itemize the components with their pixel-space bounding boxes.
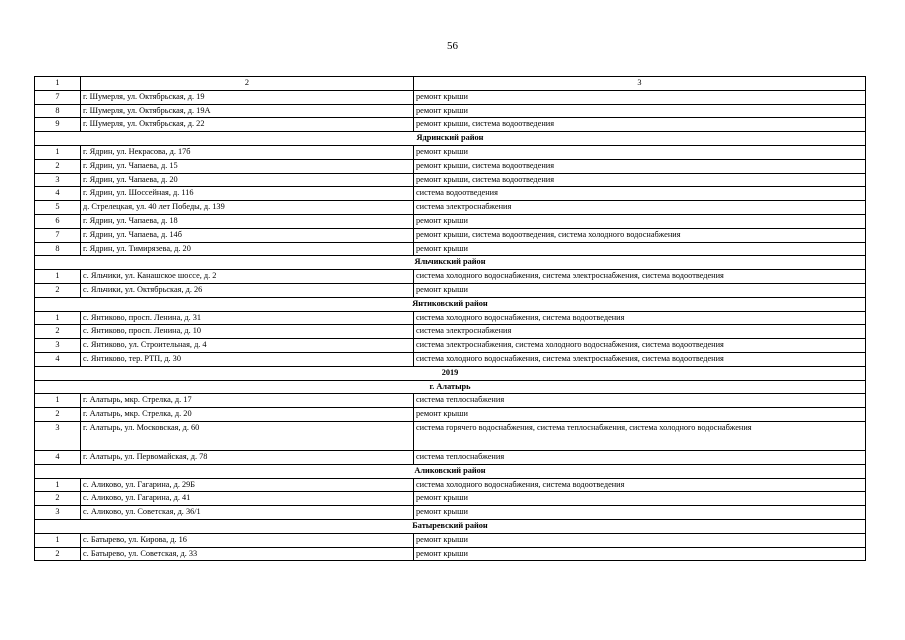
repair-register-table [34, 76, 866, 561]
row-number: 2 [35, 283, 81, 297]
table-row [35, 492, 866, 506]
row-address: г. Ядрин, ул. Чапаева, д. 18 [81, 214, 414, 228]
row-address: с. Аликово, ул. Советская, д. 36/1 [81, 506, 414, 520]
row-address: с. Аликово, ул. Гагарина, д. 29Б [81, 478, 414, 492]
table-row [35, 339, 866, 353]
section-title: 2019 [35, 366, 866, 380]
table-row [35, 421, 866, 450]
table-row [35, 173, 866, 187]
table-row [35, 450, 866, 464]
row-number: 2 [35, 159, 81, 173]
row-address: с. Янтиково, ул. Строительная, д. 4 [81, 339, 414, 353]
section-heading-row [35, 380, 866, 394]
row-number: 3 [35, 173, 81, 187]
row-address: г. Алатырь, ул. Первомайская, д. 78 [81, 450, 414, 464]
table-row [35, 533, 866, 547]
table-row [35, 228, 866, 242]
table-row [35, 201, 866, 215]
row-number: 2 [35, 492, 81, 506]
table-row [35, 159, 866, 173]
section-title: Батыревский район [35, 519, 866, 533]
row-works: ремонт крыши, система водоотведения [414, 118, 866, 132]
table-row [35, 90, 866, 104]
row-number: 3 [35, 421, 81, 450]
row-number: 1 [35, 145, 81, 159]
section-heading-row [35, 366, 866, 380]
row-address: г. Ядрин, ул. Шоссейная, д. 116 [81, 187, 414, 201]
table-row [35, 478, 866, 492]
table-row [35, 145, 866, 159]
section-heading-row [35, 464, 866, 478]
row-number: 6 [35, 214, 81, 228]
row-address: г. Шумерля, ул. Октябрьская, д. 19 [81, 90, 414, 104]
row-address: с. Янтиково, тер. РТП, д. 30 [81, 352, 414, 366]
row-address: г. Шумерля, ул. Октябрьская, д. 19А [81, 104, 414, 118]
row-address: г. Алатырь, мкр. Стрелка, д. 17 [81, 394, 414, 408]
row-address: г. Ядрин, ул. Тимирязева, д. 20 [81, 242, 414, 256]
table-row [35, 506, 866, 520]
table-row [35, 352, 866, 366]
row-address: г. Шумерля, ул. Октябрьская, д. 22 [81, 118, 414, 132]
row-number: 8 [35, 104, 81, 118]
table-row [35, 104, 866, 118]
header-col-works: 3 [414, 77, 866, 91]
section-heading-row [35, 132, 866, 146]
table-header-row [35, 77, 866, 91]
row-number: 4 [35, 450, 81, 464]
row-address: с. Батырево, ул. Советская, д. 33 [81, 547, 414, 561]
row-works: ремонт крыши [414, 242, 866, 256]
row-works: ремонт крыши [414, 145, 866, 159]
row-number: 9 [35, 118, 81, 132]
row-number: 1 [35, 478, 81, 492]
row-address: с. Аликово, ул. Гагарина, д. 41 [81, 492, 414, 506]
row-address: с. Янтиково, просп. Ленина, д. 10 [81, 325, 414, 339]
row-address: г. Алатырь, ул. Московская, д. 60 [81, 421, 414, 450]
row-works: ремонт крыши, система водоотведения [414, 173, 866, 187]
row-number: 4 [35, 187, 81, 201]
row-number: 8 [35, 242, 81, 256]
row-works: ремонт крыши [414, 533, 866, 547]
table-row [35, 394, 866, 408]
section-title: Яльчикский район [35, 256, 866, 270]
row-address: с. Яльчики, ул. Октябрьская, д. 26 [81, 283, 414, 297]
row-works: ремонт крыши [414, 214, 866, 228]
section-title: г. Алатырь [35, 380, 866, 394]
header-col-number: 1 [35, 77, 81, 91]
row-address: г. Ядрин, ул. Некрасова, д. 17б [81, 145, 414, 159]
row-address: д. Стрелецкая, ул. 40 лет Победы, д. 139 [81, 201, 414, 215]
table-row [35, 311, 866, 325]
table-row [35, 547, 866, 561]
section-title: Аликовский район [35, 464, 866, 478]
row-works: ремонт крыши [414, 547, 866, 561]
table-row [35, 283, 866, 297]
row-number: 1 [35, 270, 81, 284]
row-number: 7 [35, 228, 81, 242]
table-row [35, 242, 866, 256]
section-heading-row [35, 519, 866, 533]
section-heading-row [35, 256, 866, 270]
row-works: система водоотведения [414, 187, 866, 201]
row-number: 5 [35, 201, 81, 215]
table-row [35, 118, 866, 132]
row-address: г. Ядрин, ул. Чапаева, д. 20 [81, 173, 414, 187]
row-works: система холодного водоснабжения, система электроснабжения, система водоотведения [414, 270, 866, 284]
page-number: 56 [447, 40, 458, 52]
row-number: 2 [35, 325, 81, 339]
row-number: 7 [35, 90, 81, 104]
row-number: 1 [35, 394, 81, 408]
header-col-address: 2 [81, 77, 414, 91]
row-number: 4 [35, 352, 81, 366]
section-title: Янтиковский район [35, 297, 866, 311]
table-row [35, 214, 866, 228]
row-works: система электроснабжения, система холодного водоснабжения, система водоотведения [414, 339, 866, 353]
row-works: система холодного водоснабжения, система электроснабжения, система водоотведения [414, 352, 866, 366]
row-address: г. Ядрин, ул. Чапаева, д. 15 [81, 159, 414, 173]
row-works: ремонт крыши [414, 506, 866, 520]
row-address: г. Алатырь, мкр. Стрелка, д. 20 [81, 408, 414, 422]
row-number: 1 [35, 533, 81, 547]
row-number: 3 [35, 506, 81, 520]
row-number: 3 [35, 339, 81, 353]
row-works: ремонт крыши [414, 408, 866, 422]
row-works: ремонт крыши, система водоотведения [414, 159, 866, 173]
row-works: ремонт крыши [414, 492, 866, 506]
row-works: система электроснабжения [414, 325, 866, 339]
row-number: 2 [35, 408, 81, 422]
table-row [35, 325, 866, 339]
section-heading-row [35, 297, 866, 311]
section-title: Ядринский район [35, 132, 866, 146]
row-works: ремонт крыши, система водоотведения, система холодного водоснабжения [414, 228, 866, 242]
row-works: система горячего водоснабжения, система теплоснабжения, система холодного водоснабжения [414, 421, 866, 450]
row-works: ремонт крыши [414, 283, 866, 297]
row-number: 2 [35, 547, 81, 561]
row-works: система холодного водоснабжения, система водоотведения [414, 311, 866, 325]
row-address: с. Батырево, ул. Кирова, д. 16 [81, 533, 414, 547]
table-row [35, 408, 866, 422]
row-address: с. Янтиково, просп. Ленина, д. 31 [81, 311, 414, 325]
row-works: система электроснабжения [414, 201, 866, 215]
row-works: система теплоснабжения [414, 450, 866, 464]
row-works: система холодного водоснабжения, система водоотведения [414, 478, 866, 492]
row-works: ремонт крыши [414, 90, 866, 104]
row-works: система теплоснабжения [414, 394, 866, 408]
row-number: 1 [35, 311, 81, 325]
table-row [35, 187, 866, 201]
row-address: г. Ядрин, ул. Чапаева, д. 14б [81, 228, 414, 242]
row-address: с. Яльчики, ул. Канашское шоссе, д. 2 [81, 270, 414, 284]
table-row [35, 270, 866, 284]
row-works: ремонт крыши [414, 104, 866, 118]
